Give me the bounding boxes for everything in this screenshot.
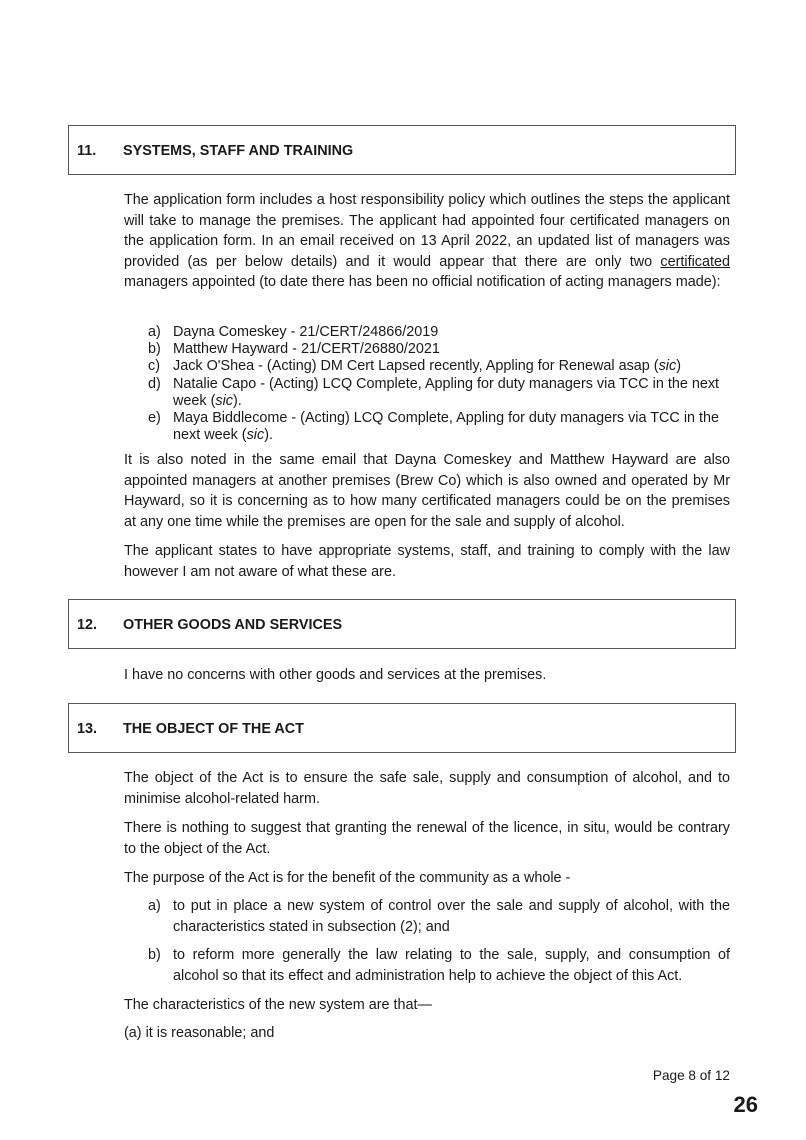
page-label: Page 8 of 12 bbox=[652, 1068, 730, 1083]
section-13-heading-box bbox=[68, 703, 736, 753]
list-item: b) Matthew Hayward - 21/CERT/26880/2021 bbox=[148, 341, 440, 358]
list-item: d) Natalie Capo - (Acting) LCQ Complete, Appling for duty managers via TCC in the next week (sic). bbox=[148, 375, 720, 409]
section-13-paragraph-3: The purpose of the Act is for the benefit of the community as a whole - bbox=[124, 870, 571, 886]
section-13-paragraph-1: The object of the Act is to ensure the safe sale, supply and consumption of alcohol, and to minimise alcohol-related harm. bbox=[124, 770, 730, 807]
section-number: 13. bbox=[77, 721, 98, 737]
list-item: c) Jack O'Shea - (Acting) DM Cert Lapsed recently, Appling for Renewal asap (sic) bbox=[148, 358, 681, 375]
section-11-paragraph-3: The applicant states to have appropriate systems, staff, and training to comply with the law however I am not aware of what these are. bbox=[124, 543, 730, 580]
section-title: SYSTEMS, STAFF AND TRAINING bbox=[123, 143, 354, 159]
section-title: OTHER GOODS AND SERVICES bbox=[123, 617, 343, 633]
section-title: THE OBJECT OF THE ACT bbox=[123, 721, 304, 737]
section-number: 12. bbox=[77, 617, 98, 633]
managers-list bbox=[148, 324, 728, 444]
list-item: a) Dayna Comeskey - 21/CERT/24866/2019 bbox=[148, 324, 439, 340]
section-12-paragraph-1: I have no concerns with other goods and services at the premises. bbox=[124, 667, 547, 683]
underlined-word: certificated bbox=[660, 253, 730, 270]
purpose-list bbox=[148, 896, 730, 986]
section-11-paragraph-2: It is also noted in the same email that Dayna Comeskey and Matthew Hayward are also appointed managers at another premises (Brew Co) which is also owned and operated by Mr Hayward, so it is concerning as to how many certificated managers could be on the premises at any one time while the premises are open for the sale and supply of alcohol. bbox=[124, 452, 730, 530]
section-number: 11. bbox=[77, 143, 97, 159]
list-item: b) to reform more generally the law relating to the sale, supply, and consumption of alcohol so that its effect and administration help to achieve the object of this Act. bbox=[148, 947, 730, 984]
list-item: e) Maya Biddlecome - (Acting) LCQ Complete, Appling for duty managers via TCC in the next week (sic). bbox=[148, 410, 720, 444]
section-13-paragraph-5: (a) it is reasonable; and bbox=[124, 1025, 275, 1041]
section-11-heading-box bbox=[68, 125, 736, 175]
section-11-paragraph-1: The application form includes a host responsibility policy which outlines the steps the applicant will take to manage the premises. The applicant had appointed four certificated managers on the application form. In an email received on 13 April 2022, an updated list of managers was provided (as per below details) and it would appear that there are only two certificated managers appointed (to date there has been no official notification of acting managers made): bbox=[124, 192, 730, 291]
page-number: 26 bbox=[733, 1092, 758, 1117]
section-12-heading-box bbox=[68, 599, 736, 649]
section-13-paragraph-4: The characteristics of the new system are that— bbox=[124, 997, 432, 1013]
section-13-paragraph-2: There is nothing to suggest that granting the renewal of the licence, in situ, would be contrary to the object of the Act. bbox=[124, 820, 730, 857]
list-item: a) to put in place a new system of control over the sale and supply of alcohol, with the characteristics stated in subsection (2); and bbox=[148, 898, 730, 935]
